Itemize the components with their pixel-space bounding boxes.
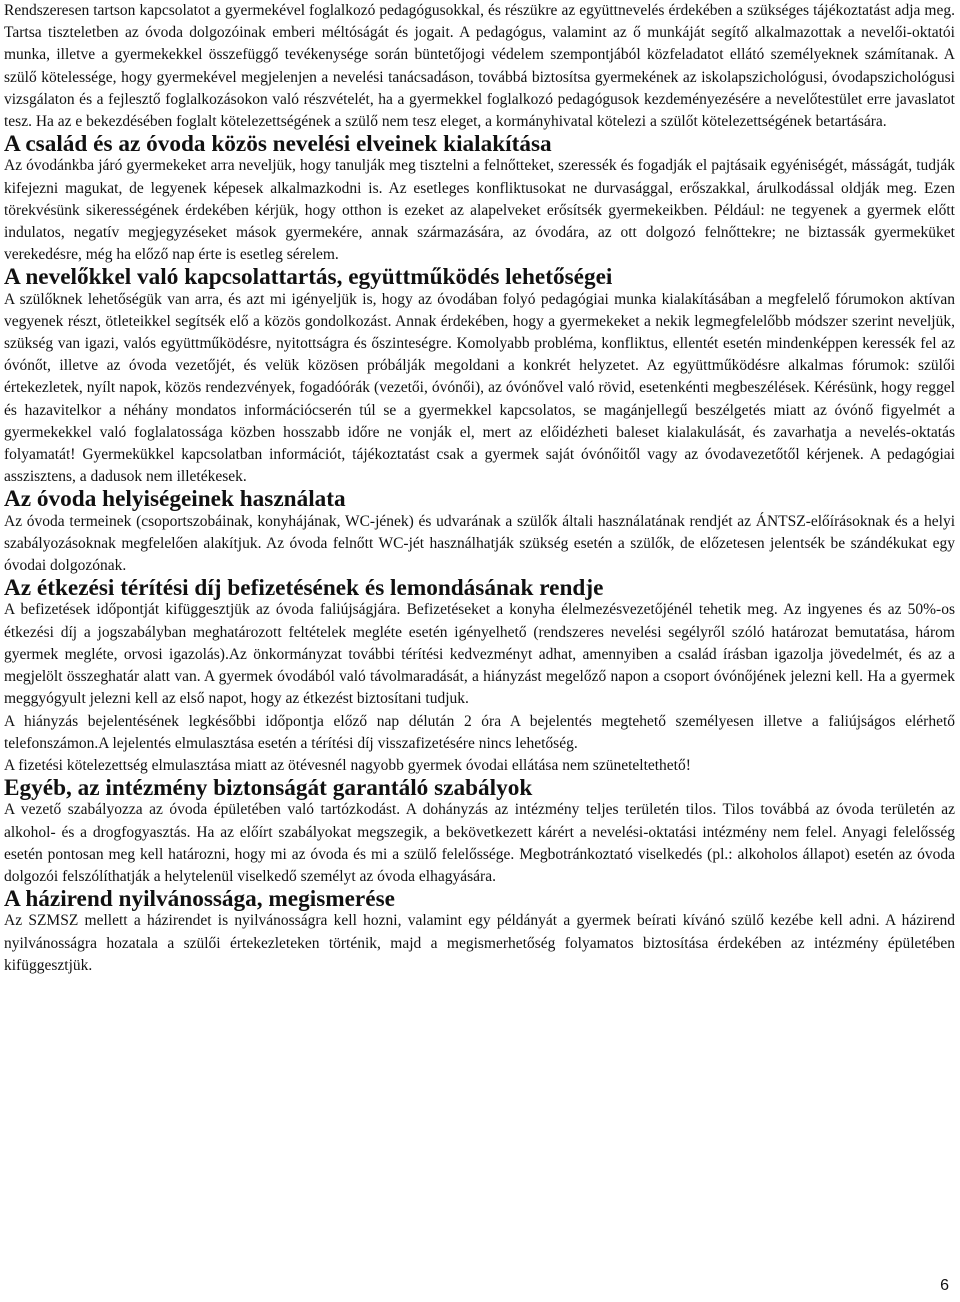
paragraph-safety-rules: A vezető szabályozza az óvoda épületében való tartózkodást. A dohányzás az intézmény teljes területén tilos. Tilos továbbá az óvoda területén az alkohol- és a drogfogyasztás. Ha az előírt szabályokat megszegik, a bekövetkezett kárért a nevelési-oktatási intézmény nem felel. Anyagi felelősség esetén pontosan meg kell határozni, hogy mi az óvoda és mi a szülő felelőssége. Megbotránkoztató viselkedés (pl.: alkoholos állapot) esetén az óvoda dolgozói felszólíthatják a helytelenül viselkedő személyt az óvoda elhagyására. — [4, 801, 955, 885]
heading-room-usage: Az óvoda helyiségeinek használata — [4, 486, 346, 513]
paragraph-common-principles: Az óvodánkba járó gyermekeket arra neveljük, hogy tanulják meg tisztelni a felnőtteket, szeressék és fogadják el pajtásaik egyéniségét, másságát, tudják kifejezni magukat, de legyenek képesek alkalmazkodni is. Az esetleges konfliktusokat ne durvasággal, erőszakkal, árulkodással oldják meg. Ezen törekvésünk sikerességének érdekében kérjük, hogy otthon is ezeket az alapelveket erősítsék gyermekeikben. Például: ne tegyenek a gyermek előtt indulatos, negatív megjegyzéseket mások gyermekére, annak származására, az óvodára, az ott dolgozó felnőttekre; ne biztassák gyermeküket verekedésre, még ha előző nap érte is esetleg sérelem. — [4, 157, 955, 264]
paragraph-contact-with-educators: A szülőknek lehetőségük van arra, és azt mi igényeljük is, hogy az óvodában folyó pedagógiai munka kialakításában a megfelelő fórumokon aktívan vegyenek részt, ötleteikkel segítsék elő a közös gondolkozást. Annak érdekében, hogy a gyermekeket a nekik legmegfelelőbb módszer szerint neveljük, szükség van igazi, valós együttműködésre, nyitottságra és őszinteségre. Komolyabb probléma, konfliktus, ellentét esetén mindenképpen keressék fel az óvónőt, illetve az óvoda vezetőjét, és velük közösen próbálják megoldani a konkrét helyzetet. Az együttműködésre alkalmas fórumok: szülői értekezletek, nyílt napok, közös rendezvények, fogadóórák (vezetői, óvónői), az óvónővel való rövid, esetenkénti megbeszélések. Kérésünk, hogy reggel és hazavitelkor a néhány mondatos információcserén túl se a gyermekkel kapcsolatos, se magánjellegű beszélgetés miatt az óvónő figyelmét a gyermekekkel való foglalatossága közben hosszabb időre ne vonják el, mert az előidézheti baleset kialakulását, és zavarhatja a nevelés-oktatás folyamatát! Gyermekükkel kapcsolatban információt, tájékoztatást csak a gyermek saját óvónőitől vagy az óvodavezetőtől kérjenek. A pedagógiai asszisztens, a dadusok nem illetékesek. — [4, 290, 955, 486]
heading-house-rules-publicity: A házirend nyilvánossága, megismerése — [4, 886, 395, 913]
heading-meal-fees: Az étkezési térítési díj befizetésének és lemondásának rendje — [4, 575, 604, 602]
heading-contact-with-educators: A nevelőkkel való kapcsolattartás, együttműködés lehetőségei — [4, 264, 613, 291]
paragraph-parent-obligations: Rendszeresen tartson kapcsolatot a gyermekével foglalkozó pedagógusokkal, és részükre az együttnevelés érdekében a szükséges tájékoztatást adja meg. Tartsa tiszteletben az óvoda dolgozóinak emberi méltóságát és jogait. A pedagógus, valamint az ő munkáját segítő alkalmazottak a nevelői-oktatói munka, illetve a gyermekekkel összefüggő tevékenysége során büntetőjogi védelem szempontjából közfeladatot ellátó személyeknek számítanak. A szülő kötelessége, hogy gyermekével megjelenjen a nevelési tanácsadáson, továbbá biztosítsa gyermekének az iskolapszichológusi, óvodapszichológusi vizsgálaton és a fejlesztő foglalkozásokon való részvételét, ha a gyermekkel foglalkozó pedagógusok kezdeményezésére a nevelőtestület erre javaslatot tesz. Ha az e bekezdésében foglalt kötelezettségének a szülő nem tesz eleget, a kormányhivatal kötelezi a szülőt kötelezettségének betartására. — [4, 2, 955, 131]
heading-common-principles: A család és az óvoda közös nevelési elveinek kialakítása — [4, 131, 552, 158]
heading-safety-rules: Egyéb, az intézmény biztonságát garantáló szabályok — [4, 775, 533, 802]
paragraph-house-rules-publicity: Az SZMSZ mellett a házirendet is nyilvánosságra kell hozni, valamint egy példányát a gyermek beírati kívánó szülő kezébe kell adni. A házirend nyilvánosságra hozatala a szülői értekezleteken történik, majd a megismerhetőség folyamatos biztosítása érdekében az intézmény épületében kifüggesztjük. — [4, 912, 955, 974]
page-number: 6 — [940, 1277, 949, 1294]
paragraph-room-usage: Az óvoda termeinek (csoportszobáinak, konyhájának, WC-jének) és udvarának a szülők általi használatának rendjét az ÁNTSZ-előírásoknak és a helyi szabályozásoknak megfelelően alakítjuk. Az óvoda felnőtt WC-jét használhatják szükség esetén a szülők, de előzetesen jelentsék be szándékukat egy óvodai dolgozónak. — [4, 512, 955, 575]
document-body — [4, 0, 955, 977]
paragraph-payment-obligation: A fizetési kötelezettség elmulasztása miatt az ötévesnél nagyobb gyermek óvodai ellátása nem szüneteltethető! — [4, 756, 691, 774]
paragraph-meal-fees: A befizetések időpontját kifüggesztjük az óvoda faliújságjára. Befizetéseket a konyha élelmezésvezetőjénél tehetik meg. Az ingyenes és az 50%-os étkezési díj a jogszabályban meghatározott feltételek megléte esetén igényelhető (rendszeres nevelési segélyről szóló határozat bemutatása, három gyermek megléte, orvosi igazolás).Az önkormányzat további térítési kedvezményt adhat, amennyiben a család írásban igazolja jövedelmét, és az a megjelölt összeghatár alatt van. A gyermek óvodából való távolmaradását, a hiányzást megelőző napon a csoport óvónőjének jelezni kell. Ha a gyermek meggyógyult jelezni kell az első napot, hogy az étkezést biztosítani tudjuk. — [4, 601, 955, 708]
paragraph-absence-notice: A hiányzás bejelentésének legkésőbbi időpontja előző nap délután 2 óra A bejelentés megtehető személyesen illetve a faliújságos elérhető telefonszámon.A lejelentés elmulasztása esetén a térítési díj visszafizetésére nincs lehetőség. — [4, 712, 955, 752]
